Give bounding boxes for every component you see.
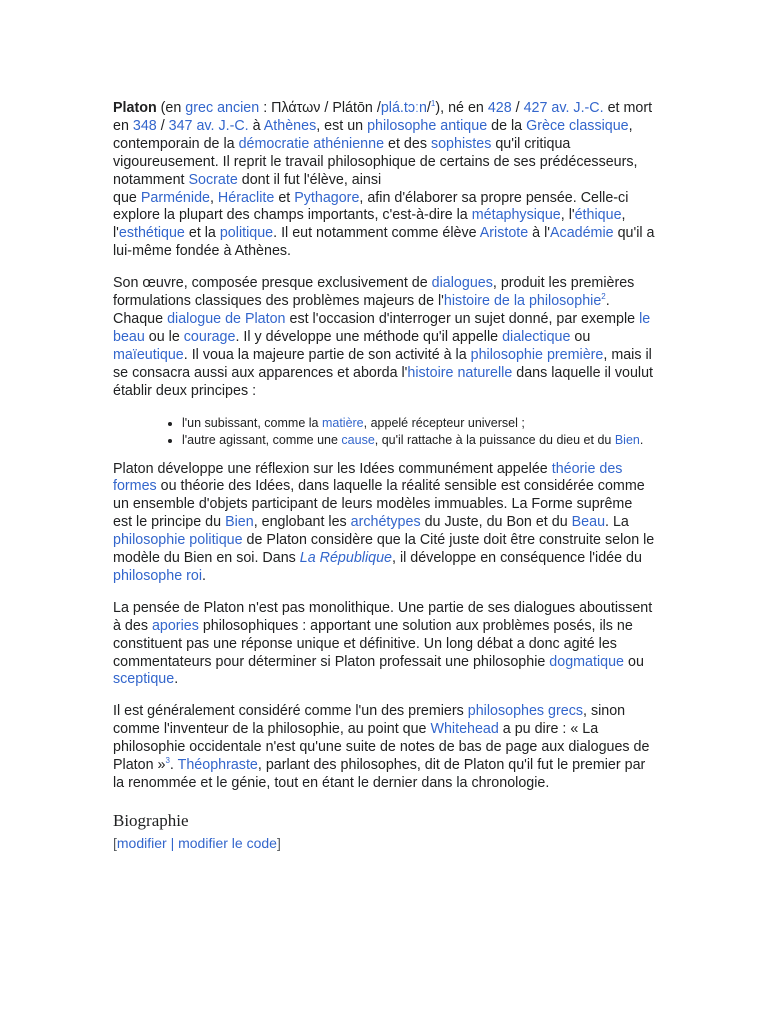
wiki-link[interactable]: philosophes grecs [467,703,584,720]
wiki-link[interactable]: maïeutique [113,346,184,363]
text-run: , [209,189,218,206]
text-run: . Chaque [113,293,610,327]
text-run: du Juste, du Bon et du [420,514,572,531]
text-run: , mais il se consacra aussi aux apparences et aborda l' [113,346,652,381]
wiki-link[interactable]: Héraclite [217,189,275,206]
text-run: : Πλάτων / Plátōn / [259,100,381,116]
text-run: l'un subissant, comme la [182,415,322,430]
text-run: et la [184,225,220,242]
text-run: , produit les premières formulations classiques des problèmes majeurs de l' [113,275,635,310]
edit-link[interactable]: modifier [116,834,167,851]
text-run: que [113,189,141,206]
text-run: à l' [528,225,551,242]
wiki-link[interactable]: Pythagore [294,189,360,206]
wiki-link[interactable]: Whitehead [430,721,499,738]
text-run: , qu'il rattache à la puissance du dieu et du [374,432,615,447]
wiki-link[interactable]: dialectique [502,328,571,345]
wiki-link[interactable]: grec ancien [185,100,260,116]
text-run: de la [487,117,527,134]
wiki-link[interactable]: Théophraste [177,757,258,774]
text-run: ou [624,653,644,670]
text-run: . [174,671,179,688]
wiki-link[interactable]: plá.tɔːn [380,100,427,116]
text-run: , l' [113,207,626,242]
text-run: est l'occasion d'interroger un sujet donné, par exemple [285,310,640,327]
wiki-link[interactable]: démocratie athénienne [238,135,385,152]
wiki-link[interactable]: 348 [132,117,157,134]
wiki-link[interactable]: Beau [571,514,606,531]
article-subject: Platon [113,100,157,116]
wiki-link[interactable]: Socrate [188,171,238,188]
text-run: / [156,117,169,134]
text-run: La pensée de Platon n'est pas monolithique. Une partie de ses dialogues aboutissent à des [113,599,653,634]
text-run: , appelé récepteur universel ; [363,415,525,430]
text-run: Platon développe une réflexion sur les Idées communément appelée [113,460,552,477]
wiki-link[interactable]: philosophe roi [113,567,203,584]
text-run: , englobant les [253,514,351,531]
text-run: qu'il a lui-même fondée à Athènes. [113,225,655,260]
wiki-link[interactable]: archétypes [350,514,421,531]
footnote-ref[interactable]: 3 [165,756,170,766]
wiki-link[interactable]: Bien [614,432,640,447]
oeuvre-paragraph [113,275,655,400]
wiki-link[interactable]: matière [321,415,364,430]
pensee-paragraph [113,600,655,690]
footnote-ref[interactable]: 1 [430,99,436,109]
intro-paragraph [113,100,655,261]
wiki-link[interactable]: La République [299,550,392,567]
wiki-link[interactable]: politique [219,225,274,242]
footnote-ref[interactable]: 2 [601,292,606,302]
text-run: Son œuvre, composée presque exclusivement de [113,275,432,292]
wiki-link[interactable]: Académie [550,225,614,242]
wiki-link[interactable]: philosophe antique [367,117,488,134]
list-item [182,432,655,449]
wiki-link[interactable]: histoire de la philosophie [443,293,602,310]
wiki-link[interactable]: Grèce classique [526,117,629,134]
text-run: , l' [560,207,575,224]
wiki-link[interactable]: courage [183,328,236,345]
text-run: ou le [144,328,184,345]
wiki-link[interactable]: sophistes [430,135,492,152]
text-run: , contemporain de la [113,117,633,152]
text-run: ou [570,328,591,345]
edit-bracket-close: ] [276,834,281,851]
wiki-link[interactable]: histoire naturelle [407,364,513,381]
wiki-link[interactable]: dialogues [431,275,493,292]
text-run: à [248,117,264,134]
text-run: , afin d'élaborer sa propre pensée. Celle-ci explore la plupart des champs importants, c'est-à-dire la [113,189,629,224]
principles-list [113,415,655,449]
text-run: . La [605,514,629,531]
wiki-link[interactable]: esthétique [118,225,185,242]
edit-code-link[interactable]: modifier le code [178,834,277,851]
section-heading-biographie: Biographie [113,810,189,830]
wiki-link[interactable]: métaphysique [471,207,561,224]
wiki-link[interactable]: Bien [225,514,254,531]
wiki-link[interactable]: 347 av. J.-C. [168,117,249,134]
text-run: (en [156,100,186,116]
text-run: a pu dire : « La philosophie occidentale n'est qu'une suite de notes de bas de page aux dialogues de Platon » [113,721,650,774]
text-run: / [511,100,524,116]
text-run: , parlant des philosophes, dit de Platon qu'il fut le premier par la renommée et le génie, tout en étant le dernier dans la chronologie. [113,757,646,791]
wiki-link[interactable]: cause [341,432,375,447]
text-run: dans laquelle il voulut établir deux principes : [113,364,653,399]
text-run: . [202,567,207,584]
text-run: , sinon comme l'inventeur de la philosophie, au point que [113,703,626,738]
text-run: dont il fut l'élève, ainsi [237,171,382,188]
text-run: Il est généralement considéré comme l'un des premiers [113,703,468,720]
text-run: et [274,189,295,206]
idees-paragraph [113,461,655,586]
edit-bracket-open: [ [113,834,117,851]
text-run: de Platon considère que la Cité juste doit être construite selon le modèle du Bien en soi. Dans [113,532,655,567]
wiki-link[interactable]: philosophie politique [113,532,243,549]
wiki-link[interactable]: dogmatique [549,653,625,670]
text-run: . Il voua la majeure partie de son activité à la [183,346,471,363]
influence-paragraph [113,703,655,793]
text-run: philosophiques : apportant une solution aux problèmes posés, ils ne constituent pas une réponse unique et définitive. Un long débat a donc agité les commentateurs pour déterminer si Platon professait une philosophie [113,617,633,670]
wiki-link[interactable]: philosophie première [470,346,604,363]
wiki-link[interactable]: le beau [113,310,651,345]
text-run: . [639,432,644,447]
text-run: l'autre agissant, comme une [182,432,342,447]
text-run: , il développe en conséquence l'idée du [392,550,642,567]
wiki-link[interactable]: théorie des formes [113,460,623,495]
text-run: et mort en [113,100,653,134]
text-run: / [426,100,431,116]
text-run: qu'il critiqua vigoureusement. Il reprit le travail philosophique de certains de ses prédécesseurs, notamment [113,135,638,188]
text-run: et des [384,135,431,152]
text-run: , est un [316,117,368,134]
wiki-link[interactable]: dialogue de Platon [167,310,286,327]
text-run: ou théorie des Idées, dans laquelle la réalité sensible est considérée comme un ensemble d'objets participant de leurs modèles immuables. La Forme suprême est le principe du [113,478,645,531]
text-run: ), né en [435,100,488,116]
article-body [113,100,655,851]
wiki-link[interactable]: Aristote [479,225,529,242]
wiki-link[interactable]: éthique [574,207,622,224]
text-run: . [169,757,178,774]
edit-separator: | [166,834,179,851]
list-item [182,415,655,432]
text-run: . Il y développe une méthode qu'il appelle [235,328,503,345]
wiki-link[interactable]: 428 [487,100,512,116]
text-run: . Il eut notamment comme élève [273,225,480,242]
edit-section-links [113,835,655,851]
wiki-link[interactable]: sceptique [113,671,175,688]
wiki-link[interactable]: Parménide [140,189,210,206]
wiki-link[interactable]: apories [151,617,199,634]
wiki-link[interactable]: Athènes [263,117,317,134]
wiki-link[interactable]: 427 av. J.-C. [523,100,604,116]
